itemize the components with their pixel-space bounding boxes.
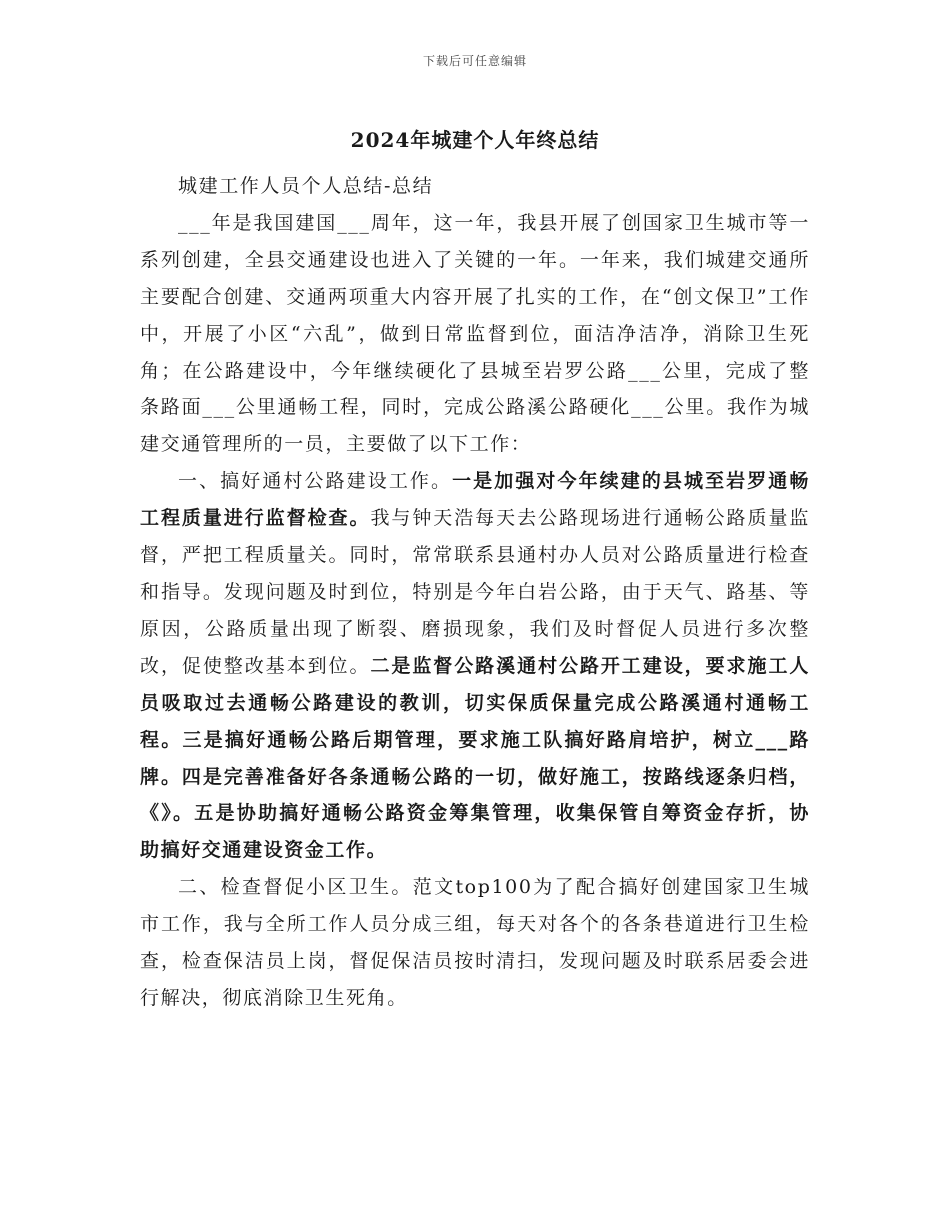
paragraph-intro: ___年是我国建国___周年，这一年，我县开展了创国家卫生城市等一系列创建，全县交通建设也进入了关键的一年。一年来，我们城建交通所主要配合创建、交通两项重大内容开展了扎实的工作，在“创文保卫”工作中，开展了小区“六乱”，做到日常监督到位，面洁净洁净，消除卫生死角；在公路建设中，今年继续硬化了县城至岩罗公路___公里，完成了整条路面___公里通畅工程，同时，完成公路溪公路硬化___公里。我作为城建交通管理所的一员，主要做了以下工作： — [140, 211, 810, 456]
document-body — [140, 168, 810, 1017]
section-1-point-1-bold: 一是加强对今年续建的县城至岩罗通畅工程质量进行监督检查。 — [140, 470, 810, 530]
section-1-points-bold: 二是监督公路溪通村公路开工建设，要求施工人员吸取过去通畅公路建设的教训，切实保质保量完成公路溪通村通畅工程。三是搞好通畅公路后期管理，要求施工队搞好路肩培护，树立___路牌。四是完善准备好各条通畅公路的一切，做好施工，按路线逐条归档，《》。五是协助搞好通畅公路资金筹集管理，收集保管自筹资金存折，协助搞好交通建设资金工作。 — [140, 654, 810, 862]
document-title: 2024年城建个人年终总结 — [350, 128, 600, 152]
section-1-point-1-text: 我与钟天浩每天去公路现场进行通畅公路质量监督，严把工程质量关。同时，常常联系县通村办人员对公路质量进行检查和指导。发现问题及时到位，特别是今年白岩公路，由于天气、路基、等原因，公路质量出现了断裂、磨损现象，我们及时督促人员进行多次整改，促使整改基本到位。 — [140, 507, 810, 677]
section-1-lead: 一、搞好通村公路建设工作。 — [178, 470, 453, 493]
header-note: 下载后可任意编辑 — [422, 54, 527, 68]
paragraph-section-2: 二、检查督促小区卫生。范文top100为了配合搞好创建国家卫生城市工作，我与全所工作人员分成三组，每天对各个的各条巷道进行卫生检查，检查保洁员上岗，督促保洁员按时清扫，发现问题及时联系居委会进行解决，彻底消除卫生死角。 — [140, 876, 810, 1009]
paragraph-section-1 — [140, 463, 810, 869]
subtitle-line: 城建工作人员个人总结-总结 — [178, 175, 434, 197]
